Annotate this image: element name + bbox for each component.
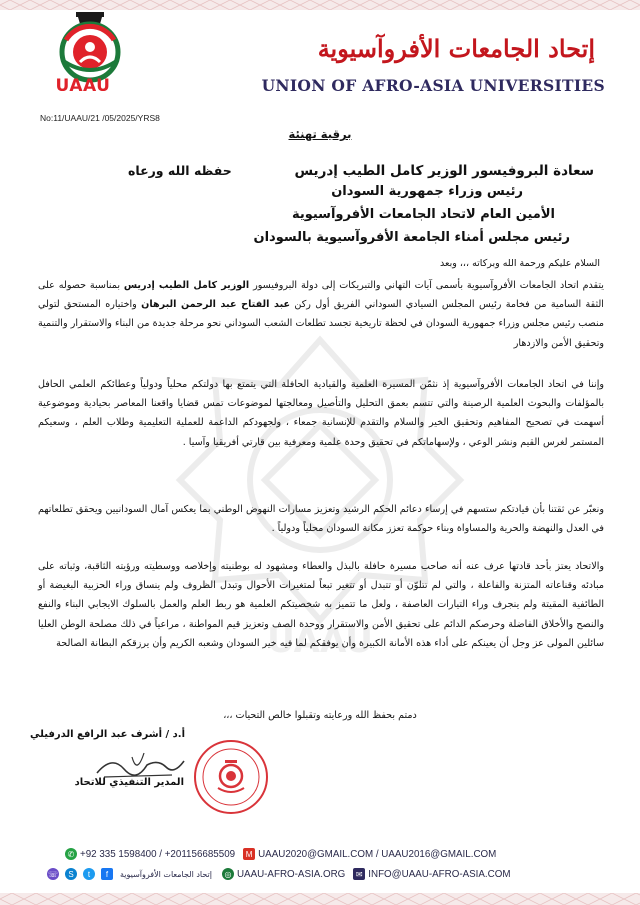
envelope-icon: ✉ xyxy=(353,868,365,880)
twitter-icon[interactable]: t xyxy=(83,868,95,880)
paragraph-2: وإننا في اتحاد الجامعات الأفروآسيوية إذ نثمّن المسيرة العلمية والقيادية الحافلة التي يتمتع بها دولتكم محلياً ودولياً وعطائكم العلمي الحافل بالمؤلفات والبحوث العلمية الرصينة والتي تتسم بعمق التحليل والتأصيل ومعالجتها لموضوعات تمس قضايا واقعنا المعاصر بحيادية وموضوعية أسهمت في تصحيح المفاهيم وتحقيق الخير والسلام والتقدم للإنسانية جمعاء ، ولجهودكم الداعمة للعملية التعليمية وطلاب العلم ، وسعيكم المستمر لغرس القيم ونشر الوعي ، ولإسهاماتكم في تحقيق وحدة علمية ومعرفية بين قارتي أفريقيا وآسيا . xyxy=(38,379,604,448)
document-title: برقية تهنئة xyxy=(288,127,352,141)
footer-social-name: إتحاد الجامعات الأفروآسيوية xyxy=(120,869,212,879)
org-title-arabic: إتحاد الجامعات الأفروآسيوية xyxy=(317,34,595,63)
p1-text-c: بمناسبة حصوله على الثقة السامية من فخامة رئيس المجلس السيادي السوداني الفريق أول ركن xyxy=(38,280,604,311)
addressee-blessing: حفظه الله ورعاه xyxy=(128,163,232,178)
footer-info-email[interactable]: INFO@UAAU-AFRO-ASIA.COM xyxy=(368,868,511,880)
signatory-title: المدير التنفيذي للاتحاد xyxy=(74,777,184,788)
p1-text-a: يتقدم اتحاد الجامعات الأفروآسيوية بأسمى آيات التهاني والتبريكات إلى دولة البروفيسور xyxy=(253,280,604,291)
footer-contact-row-1 xyxy=(62,848,640,860)
p1-minister-name: الوزير كامل الطيب إدريس xyxy=(123,280,250,291)
bottom-pattern-band xyxy=(0,893,640,905)
skype-icon[interactable]: S xyxy=(65,868,77,880)
globe-icon: ◎ xyxy=(222,868,234,880)
viber-icon[interactable]: ☏ xyxy=(47,869,58,879)
official-stamp xyxy=(192,738,270,816)
footer-website[interactable]: UAAU-AFRO-ASIA.ORG xyxy=(236,868,346,880)
greeting: السلام عليكم ورحمة الله وبركاته ،،، وبعد xyxy=(440,258,600,269)
footer-phones: +92 335 1598400 / +201156685509 xyxy=(80,848,236,860)
gmail-icon: M xyxy=(243,848,255,860)
org-title-english: UNION OF AFRO-ASIA UNIVERSITIES xyxy=(261,76,605,95)
closing-line: دمتم بحفظ الله ورعايته وتقبلوا خالص التحيات ،،، xyxy=(223,710,417,721)
p1-president-name: عبد الفتاح عبد الرحمن البرهان xyxy=(141,299,291,311)
addressee-line-3: الأمين العام لاتحاد الجامعات الأفروآسيوية xyxy=(291,207,555,222)
whatsapp-icon: ✆ xyxy=(65,848,77,860)
svg-text:UAAU: UAAU xyxy=(267,621,373,660)
top-pattern-band xyxy=(0,0,640,10)
reference-number: No:11/UAAU/21 /05/2025/YRS8 xyxy=(40,113,160,123)
facebook-icon[interactable]: f xyxy=(101,868,113,880)
p1-text-e: واختياره المستحق لتولي منصب رئيس مجلس وزراء جمهورية السودان في لحظة تاريخية تجسد تطلعات الشعب السوداني نحو مرحلة جديدة من البناء والاستقرار والتنمية وتحقيق الأمن والازدهار xyxy=(38,299,604,349)
addressee-line-1: سعادة البروفيسور الوزير كامل الطيب إدريس xyxy=(294,163,594,179)
paragraph-1 xyxy=(38,276,604,353)
paragraph-3: ونعبّر عن ثقتنا بأن قيادتكم ستسهم في إرساء دعائم الحكم الرشيد وتعزيز مسارات النهوض الوطني بما يعكس آمال السودانيين ويحقق تطلعاتهم في العدل والنهضة والحرية والمساواة وبناء حوكمة تعزز مكانة السودان محلياً ودولياً . xyxy=(38,504,604,535)
footer-contact-row-2 xyxy=(44,868,640,880)
addressee-line-2: رئيس وزراء جمهورية السودان xyxy=(331,184,523,199)
logo-text: UAAU xyxy=(55,76,111,96)
paragraph-4: والاتحاد يعتز بأحد قادتها عرف عنه أنه صاحب مسيرة حافلة بالبذل والعطاء ومشهود له بوطنيته وإخلاصه ووسطيته ورؤيته الثاقبة، وثباته على مبادئه وقناعاته المتزنة والفاعلة ، والتي لم تتلوّن أو تتبدل أو تتغير تبعاً لمتغيرات الأحوال وتبدل الظروف ولم ينساق وراء الحزبية البغيضة أو الطائفية المقيتة ولم ينجرف وراء التيارات العاصفة ، ولعل ما تتميز به شخصيتكم العلمية هو ربط العلم والعمل بالسلوك الايجابي البناء والنفع والنصح والأخلاق الفاضلة وحرصكم الدائم على تحقيق الأمن والاستقرار ووحدة الصف وتعزيز قيم المواطنة ، مراعياً في ذلك مصلحة الوطن العليا سائلين المولى عز وجل أن يعينكم على أداء هذه الأمانة الكبيرة وأن يوفقكم لما فيه خير السودان وشعبه الكريم وأن يرزقكم البطانة الصالحة xyxy=(38,561,604,649)
signatory-name: أ.د / أشرف عبد الرافع الدرفيلي xyxy=(30,729,185,740)
footer-emails: UAAU2020@GMAIL.COM / UAAU2016@GMAIL.COM xyxy=(258,848,497,860)
addressee-line-4: رئيس مجلس أمناء الجامعة الأفروآسيوية بالسودان xyxy=(253,230,570,245)
